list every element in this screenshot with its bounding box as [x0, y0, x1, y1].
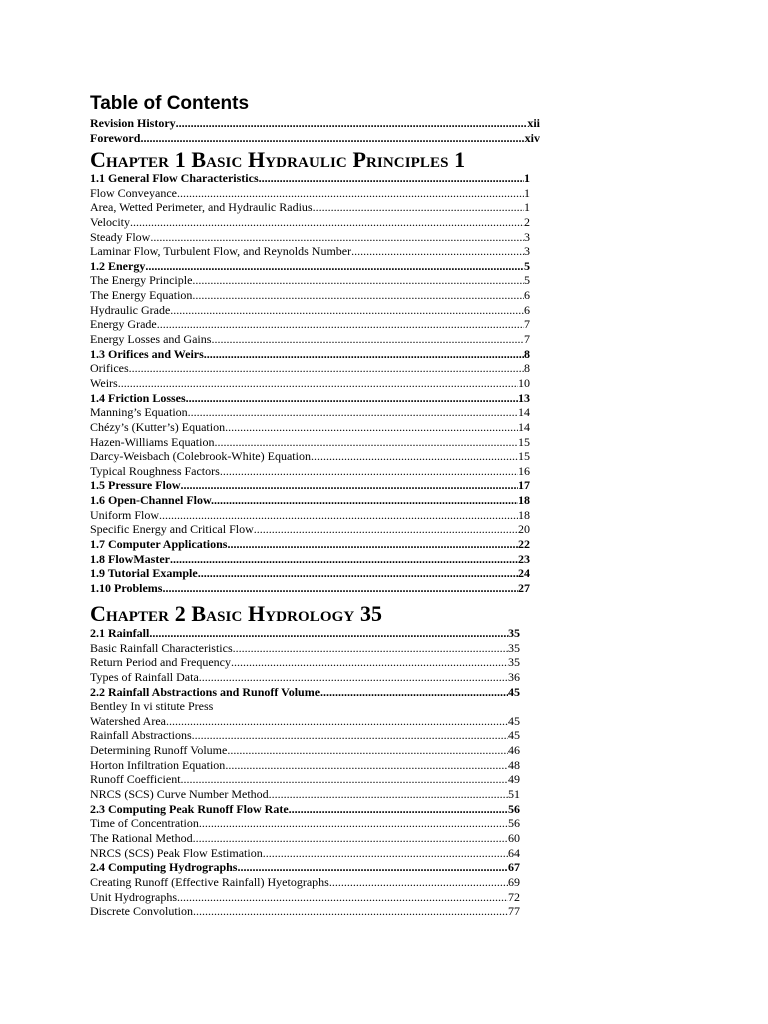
dot-leader	[118, 376, 518, 391]
toc-section-entry[interactable]	[90, 626, 520, 641]
toc-entry-title: The Energy Principle	[90, 273, 193, 288]
dot-leader	[227, 537, 518, 552]
dot-leader	[150, 230, 524, 245]
toc-section-entry[interactable]	[90, 802, 520, 817]
dot-leader	[198, 566, 518, 581]
toc-subsection-entry[interactable]	[90, 743, 520, 758]
toc-entry-page-number: 45	[508, 728, 520, 743]
toc-section-entry[interactable]	[90, 478, 530, 493]
toc-entry-page-number: 3	[524, 244, 530, 259]
toc-entry-title: Bentley In vi stitute Press	[90, 699, 214, 714]
toc-entry-title: 1.5 Pressure Flow	[90, 478, 181, 493]
toc-subsection-entry[interactable]	[90, 728, 520, 743]
dot-leader	[227, 743, 508, 758]
toc-entry-page-number: 56	[508, 816, 520, 831]
toc-entry-title: 1.9 Tutorial Example	[90, 566, 198, 581]
chapter-2-heading: Chapter 2 Basic Hydrology 35	[90, 601, 383, 626]
dot-leader	[320, 685, 508, 700]
toc-entry-title: Specific Energy and Critical Flow	[90, 522, 254, 537]
toc-entry-title: Unit Hydrographs	[90, 889, 177, 904]
dot-leader	[140, 131, 524, 146]
dot-leader	[289, 802, 508, 817]
dot-leader	[162, 581, 518, 596]
toc-entry-page-number: 23	[518, 551, 530, 566]
toc-entry-page-number: 20	[518, 522, 530, 537]
toc-entry-page-number: 60	[508, 830, 520, 845]
toc-section-entry[interactable]	[90, 347, 530, 362]
dot-leader	[181, 772, 508, 787]
dot-leader	[166, 714, 508, 729]
toc-subsection-entry[interactable]	[90, 904, 520, 919]
toc-entry-page-number: 46	[508, 743, 520, 758]
toc-entry-page-number: 77	[508, 904, 520, 919]
toc-entry-page-number: 8	[524, 361, 530, 376]
dot-leader	[145, 259, 524, 274]
dot-leader	[170, 552, 518, 567]
dot-leader	[263, 846, 508, 861]
dot-leader	[177, 186, 524, 201]
toc-entry-page-number: 3	[524, 229, 530, 244]
chapter-1-entries	[90, 171, 530, 596]
toc-entry-title: The Energy Equation	[90, 288, 193, 303]
toc-entry-page-number: 15	[518, 449, 530, 464]
toc-subsection-entry[interactable]	[90, 670, 520, 685]
toc-entry-page-number: 45	[508, 684, 520, 699]
toc-entry-title: 2.2 Rainfall Abstractions and Runoff Volume	[90, 684, 321, 699]
toc-entry-page-number: 24	[518, 566, 530, 581]
dot-leader	[176, 116, 528, 131]
toc-entry-title: Chézy’s (Kutter’s) Equation	[90, 419, 226, 434]
toc-entry-title: 2.1 Rainfall	[90, 626, 150, 640]
toc-entry-title: Basic Rainfall Characteristics	[90, 640, 233, 655]
toc-subsection-entry[interactable]	[90, 230, 530, 245]
toc-entry-page-number: 1	[524, 171, 530, 185]
toc-entry-title: Orifices	[90, 361, 129, 376]
toc-subsection-entry[interactable]	[90, 758, 520, 773]
dot-leader	[214, 493, 518, 508]
dot-leader	[199, 816, 508, 831]
toc-entry-page-number: 15	[518, 434, 530, 449]
toc-subsection-entry[interactable]	[90, 655, 520, 670]
toc-entry-page-number: 45	[508, 713, 520, 728]
toc-entry-title: 2.3 Computing Peak Runoff Flow Rate	[90, 801, 289, 816]
toc-section-entry[interactable]	[90, 131, 540, 146]
toc-subsection-entry[interactable]	[90, 464, 530, 479]
toc-entry-page-number: 14	[518, 419, 530, 434]
toc-subsection-entry[interactable]	[90, 846, 520, 861]
dot-leader	[231, 655, 508, 670]
toc-entry-page-number: 16	[518, 463, 530, 478]
toc-section-entry[interactable]	[90, 391, 530, 406]
toc-entry-page-number: 69	[508, 874, 520, 889]
dot-leader	[225, 420, 518, 435]
toc-entry-page-number: 51	[508, 787, 520, 802]
toc-entry-title: 1.7 Computer Applications	[90, 537, 228, 552]
toc-entry-page-number: 35	[508, 626, 520, 640]
toc-entry-title: Return Period and Frequency	[90, 655, 231, 670]
dot-leader	[193, 831, 508, 846]
dot-leader	[313, 200, 524, 215]
dot-leader	[269, 787, 508, 802]
dot-leader	[225, 758, 508, 773]
toc-subsection-entry[interactable]	[90, 714, 520, 729]
dot-leader	[220, 464, 518, 479]
toc-entry-title: Weirs	[90, 375, 118, 390]
toc-subsection-entry[interactable]	[90, 875, 520, 890]
toc-entry-page-number: 22	[518, 537, 530, 552]
toc-subsection-entry[interactable]	[90, 816, 520, 831]
toc-entry-title: Horton Infiltration Equation	[90, 757, 226, 772]
toc-subsection-entry[interactable]	[90, 273, 530, 288]
dot-leader	[254, 522, 518, 537]
toc-entry-title: Laminar Flow, Turbulent Flow, and Reynolds Number	[90, 244, 352, 259]
dot-leader	[192, 273, 524, 288]
page-title: Table of Contents	[90, 93, 250, 114]
toc-subsection-entry[interactable]	[90, 303, 530, 318]
toc-entry-title: Area, Wetted Perimeter, and Hydraulic Radius	[90, 200, 313, 215]
dot-leader	[157, 317, 524, 332]
toc-subsection-entry[interactable]	[90, 890, 520, 905]
toc-entry-page-number: 5	[524, 258, 530, 273]
toc-entry-page-number: 6	[524, 302, 530, 317]
dot-leader	[199, 670, 508, 685]
toc-subsection-entry[interactable]	[90, 376, 530, 391]
toc-subsection-entry[interactable]	[90, 449, 530, 464]
dot-leader	[193, 904, 508, 919]
dot-leader	[192, 728, 508, 743]
toc-entry-page-number: 35	[508, 655, 520, 670]
toc-subsection-entry[interactable]	[90, 831, 520, 846]
toc-entry-title: Steady Flow	[90, 229, 151, 244]
toc-entry-title: Flow Conveyance	[90, 185, 177, 200]
toc-section-entry[interactable]	[90, 581, 530, 596]
toc-entry-title: 2.4 Computing Hydrographs	[90, 860, 238, 875]
toc-entry-page-number: 2	[524, 214, 530, 229]
dot-leader	[188, 405, 518, 420]
toc-subsection-entry[interactable]	[90, 435, 530, 450]
toc-entry-page-number: 1	[524, 185, 530, 200]
toc-entry-page-number: xiv	[524, 130, 540, 145]
toc-subsection-entry[interactable]	[90, 508, 530, 523]
toc-subsection-entry[interactable]	[90, 288, 530, 303]
toc-section-entry[interactable]	[90, 259, 530, 274]
toc-entry-title: 1.1 General Flow Characteristics	[90, 171, 259, 185]
dot-leader	[211, 332, 524, 347]
toc-entry-title: 1.10 Problems	[90, 580, 163, 595]
toc-entry-title: Manning’s Equation	[90, 405, 188, 420]
toc-entry-page-number: 5	[524, 273, 530, 288]
toc-entry-title: 1.3 Orifices and Weirs	[90, 346, 204, 361]
dot-leader	[351, 244, 524, 259]
toc-entry-page-number: 67	[508, 860, 520, 875]
toc-subsection-entry[interactable]	[90, 405, 530, 420]
toc-subsection-entry[interactable]	[90, 200, 530, 215]
toc-subsection-entry[interactable]	[90, 772, 520, 787]
dot-leader	[170, 303, 524, 318]
dot-leader	[159, 508, 518, 523]
chapter-1-heading: Chapter 1 Basic Hydraulic Principles 1	[90, 147, 466, 172]
toc-entry-page-number: 35	[508, 640, 520, 655]
toc-subsection-entry[interactable]	[90, 699, 520, 714]
toc-entry-page-number: 10	[518, 375, 530, 390]
toc-entry-page-number: 14	[518, 405, 530, 420]
toc-entry-title: Energy Losses and Gains	[90, 332, 212, 347]
dot-leader	[329, 875, 508, 890]
dot-leader	[259, 171, 524, 186]
toc-entry-title: 1.2 Energy	[90, 258, 146, 273]
toc-entry-title: Runoff Coefficient	[90, 772, 181, 787]
toc-section-entry[interactable]	[90, 116, 540, 131]
toc-entry-title: 1.6 Open-Channel Flow.	[90, 493, 215, 508]
toc-entry-page-number: 49	[508, 772, 520, 787]
chapter-2-entries	[90, 626, 520, 919]
toc-entry-page-number: 18	[518, 493, 530, 508]
toc-entry-page-number: 1	[524, 200, 530, 215]
toc-section-entry[interactable]	[90, 493, 530, 508]
dot-leader	[186, 391, 518, 406]
toc-entry-title: Watershed Area	[90, 713, 166, 728]
toc-subsection-entry[interactable]	[90, 420, 530, 435]
toc-entry-title: Rainfall Abstractions	[90, 728, 192, 743]
toc-entry-page-number: 17	[518, 478, 530, 493]
toc-entry-page-number: 48	[508, 757, 520, 772]
toc-entry-title: Creating Runoff (Effective Rainfall) Hyetographs	[90, 874, 329, 889]
toc-entry-title: NRCS (SCS) Peak Flow Estimation	[90, 845, 263, 860]
toc-entry-page-number: 64	[508, 845, 520, 860]
dot-leader	[177, 890, 508, 905]
toc-entry-page-number: 72	[508, 889, 520, 904]
dot-leader	[149, 626, 508, 641]
toc-subsection-entry[interactable]	[90, 522, 530, 537]
dot-leader	[233, 641, 508, 656]
toc-entry-title: Determining Runoff Volume	[90, 743, 228, 758]
toc-subsection-entry[interactable]	[90, 244, 530, 259]
toc-entry-title: Uniform Flow	[90, 507, 159, 522]
dot-leader	[237, 860, 508, 875]
toc-section-entry[interactable]	[90, 860, 520, 875]
toc-section-entry[interactable]	[90, 537, 530, 552]
toc-entry-title: Foreword	[90, 130, 141, 145]
toc-subsection-entry[interactable]	[90, 186, 530, 201]
toc-entry-page-number: 56	[508, 801, 520, 816]
dot-leader	[311, 449, 518, 464]
toc-entry-title: Typical Roughness Factors	[90, 463, 220, 478]
toc-entry-page-number: 36	[508, 669, 520, 684]
toc-entry-page-number: 13	[518, 390, 530, 405]
dot-leader	[181, 478, 518, 493]
toc-entry-title: 1.8 FlowMaster	[90, 551, 170, 566]
toc-entry-title: Energy Grade	[90, 317, 157, 332]
toc-subsection-entry[interactable]	[90, 787, 520, 802]
toc-subsection-entry[interactable]	[90, 641, 520, 656]
front-matter-list	[90, 116, 540, 145]
toc-subsection-entry[interactable]	[90, 215, 530, 230]
toc-entry-page-number: 8	[524, 346, 530, 361]
toc-entry-page-number: 27	[518, 580, 530, 595]
toc-section-entry[interactable]	[90, 566, 530, 581]
dot-leader	[129, 361, 524, 376]
toc-entry-title: Types of Rainfall Data	[90, 669, 199, 684]
toc-section-entry[interactable]	[90, 685, 520, 700]
dot-leader	[214, 435, 518, 450]
toc-entry-page-number: 7	[524, 317, 530, 332]
toc-entry-title: NRCS (SCS) Curve Number Method	[90, 787, 269, 802]
toc-entry-title: Velocity	[90, 214, 130, 229]
toc-entry-page-number: 18	[518, 507, 530, 522]
toc-entry-title: Revision History	[90, 116, 176, 130]
toc-subsection-entry[interactable]	[90, 332, 530, 347]
dot-leader	[204, 347, 524, 362]
toc-section-entry[interactable]	[90, 171, 530, 186]
toc-subsection-entry[interactable]	[90, 317, 530, 332]
toc-entry-title: Time of Concentration	[90, 816, 199, 831]
toc-entry-page-number: 6	[524, 288, 530, 303]
toc-section-entry[interactable]	[90, 552, 530, 567]
toc-subsection-entry[interactable]	[90, 361, 530, 376]
toc-entry-title: Hydraulic Grade	[90, 302, 171, 317]
toc-entry-page-number: 7	[524, 332, 530, 347]
toc-entry-title: The Rational Method	[90, 830, 193, 845]
toc-entry-title: Discrete Convolution	[90, 904, 193, 919]
toc-entry-title: Hazen-Williams Equation	[90, 434, 215, 449]
dot-leader	[130, 215, 524, 230]
toc-entry-page-number: xii	[527, 116, 540, 130]
toc-entry-title: 1.4 Friction Losses	[90, 390, 186, 405]
dot-leader	[192, 288, 524, 303]
toc-entry-title: Darcy-Weisbach (Colebrook-White) Equation	[90, 449, 311, 464]
